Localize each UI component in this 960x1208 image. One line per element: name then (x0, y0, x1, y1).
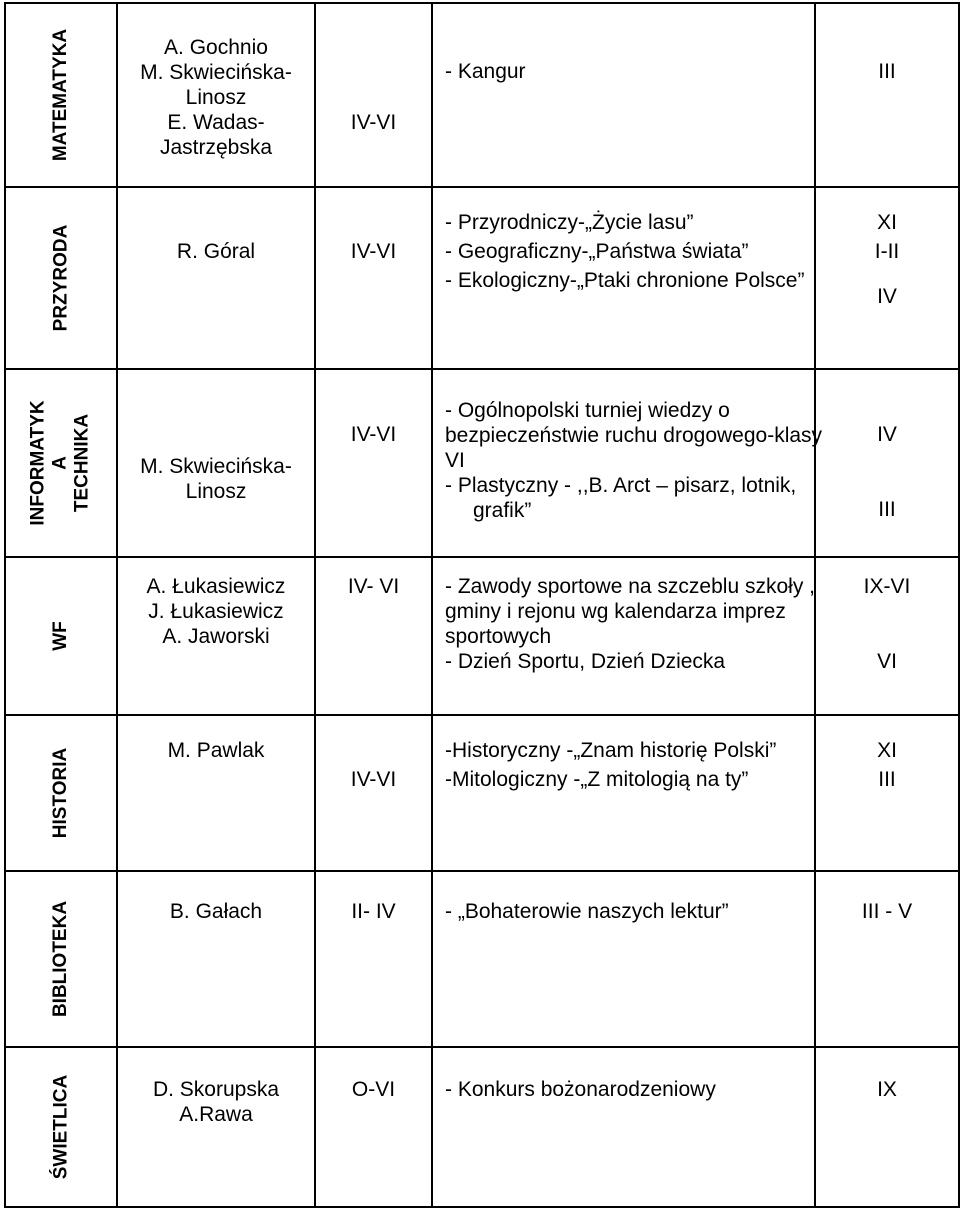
level: IX-VI (863, 575, 911, 598)
subject-cell (5, 187, 117, 369)
grades: O-VI (351, 1078, 396, 1101)
activity: - Geograficzny-„Państwa świata” (445, 240, 749, 263)
teacher-cell (117, 369, 315, 557)
grades-cell (315, 715, 432, 871)
teacher-name: A. Łukasiewicz (146, 575, 286, 598)
teacher-name: D. Skorupska (152, 1078, 280, 1101)
activity: sportowych (445, 625, 552, 648)
subject-label: PRZYRODA (50, 224, 71, 332)
level-cell (815, 871, 959, 1047)
table-row (5, 3, 959, 187)
table-row (5, 369, 959, 557)
teacher-name: M. Pawlak (167, 739, 265, 762)
teacher-name: A.Rawa (179, 1103, 253, 1126)
activity: - Dzień Sportu, Dzień Dziecka (445, 650, 726, 673)
level-cell (815, 557, 959, 715)
activity: - Ogólnopolski turniej wiedzy o (445, 399, 730, 422)
grades-cell (315, 369, 432, 557)
activities-cell (432, 369, 823, 557)
teacher-name: E. Wadas- (167, 111, 265, 134)
activity: VI (445, 449, 465, 472)
teacher-cell (117, 1047, 315, 1207)
grades-cell (315, 871, 432, 1047)
teacher-name: Linosz (185, 480, 247, 503)
level: III - V (861, 900, 913, 923)
level: IV (877, 285, 897, 308)
level-cell (815, 715, 959, 871)
activities-table (4, 2, 960, 1208)
grades: IV-VI (350, 240, 397, 263)
teacher-cell (117, 871, 315, 1047)
activities-cell (432, 557, 815, 715)
teacher-name: A. Gochnio (164, 36, 268, 59)
activities-cell (432, 715, 815, 871)
table-row (5, 187, 959, 369)
level: I-II (874, 240, 900, 263)
teacher-cell (117, 715, 315, 871)
table-row (5, 1047, 959, 1207)
level: VI (877, 650, 897, 673)
activity: - Przyrodniczy-„Życie lasu” (445, 211, 694, 234)
activity: gminy i rejonu wg kalendarza imprez (445, 600, 786, 623)
teacher-cell (117, 187, 315, 369)
teacher-name: Jastrzębska (159, 136, 273, 159)
activity: - Kangur (445, 60, 526, 83)
level-cell (815, 1047, 959, 1207)
grades: IV-VI (350, 111, 397, 134)
activity: -Mitologiczny -„Z mitologią na ty” (445, 768, 749, 791)
teacher-name: M. Skwiecińska- (140, 61, 292, 84)
teacher-name: Linosz (185, 86, 247, 109)
activity: - Zawody sportowe na szczeblu szkoły , (445, 575, 815, 598)
grades-cell (315, 3, 432, 187)
teacher-cell (117, 3, 315, 187)
grades-cell (315, 557, 432, 715)
teacher-name: R. Góral (176, 240, 256, 263)
subject-cell (5, 1047, 117, 1207)
table-row (5, 715, 959, 871)
subject-label: ŚWIETLICA (50, 1074, 71, 1180)
subject-cell (5, 715, 117, 871)
subject-label: HISTORIA (50, 747, 71, 839)
activity: - Konkurs bożonarodzeniowy (445, 1078, 716, 1101)
activity: - Plastyczny - ,,B. Arct – pisarz, lotnik, (445, 474, 797, 497)
teacher-name: J. Łukasiewicz (148, 600, 284, 623)
activities-cell (432, 1047, 815, 1207)
level: III (878, 768, 896, 791)
teacher-name: M. Skwiecińska- (140, 455, 292, 478)
subject-label: INFORMATYK A TECHNIKA (28, 400, 93, 526)
grades: II- IV (351, 900, 396, 923)
teacher-name: A. Jaworski (162, 625, 270, 648)
subject-cell (5, 871, 117, 1047)
level: XI (877, 739, 897, 762)
teacher-cell (117, 557, 315, 715)
subject-cell (5, 3, 117, 187)
teacher-name: B. Gałach (169, 900, 263, 923)
activities-cell (432, 187, 815, 369)
activity: bezpieczeństwie ruchu drogowego-klasy (445, 424, 823, 447)
activity: -Historyczny -„Znam historię Polski” (445, 739, 777, 762)
activities-cell (432, 3, 815, 187)
subject-cell (5, 557, 117, 715)
subject-cell (5, 369, 117, 557)
level: IX (877, 1078, 897, 1101)
level-cell (815, 369, 959, 557)
subject-label: BIBLIOTEKA (50, 900, 72, 1018)
grades-cell (315, 1047, 432, 1207)
table-row (5, 557, 959, 715)
level: XI (877, 211, 897, 234)
level-cell (815, 187, 959, 369)
activity: grafik” (473, 499, 532, 522)
grades: IV- VI (347, 575, 400, 598)
level-cell (815, 3, 959, 187)
level: III (878, 60, 896, 83)
subject-label: WF (49, 621, 71, 651)
grades-cell (315, 187, 432, 369)
level: III (878, 498, 896, 521)
grades: IV-VI (350, 423, 397, 446)
table-row (5, 871, 959, 1047)
activity: - Ekologiczny-„Ptaki chronione Polsce” (445, 269, 805, 292)
activity: - „Bohaterowie naszych lektur” (445, 900, 729, 923)
level: IV (877, 423, 897, 446)
grades: IV-VI (350, 768, 397, 791)
activities-cell (432, 871, 815, 1047)
subject-label: MATEMATYKA (50, 28, 71, 162)
